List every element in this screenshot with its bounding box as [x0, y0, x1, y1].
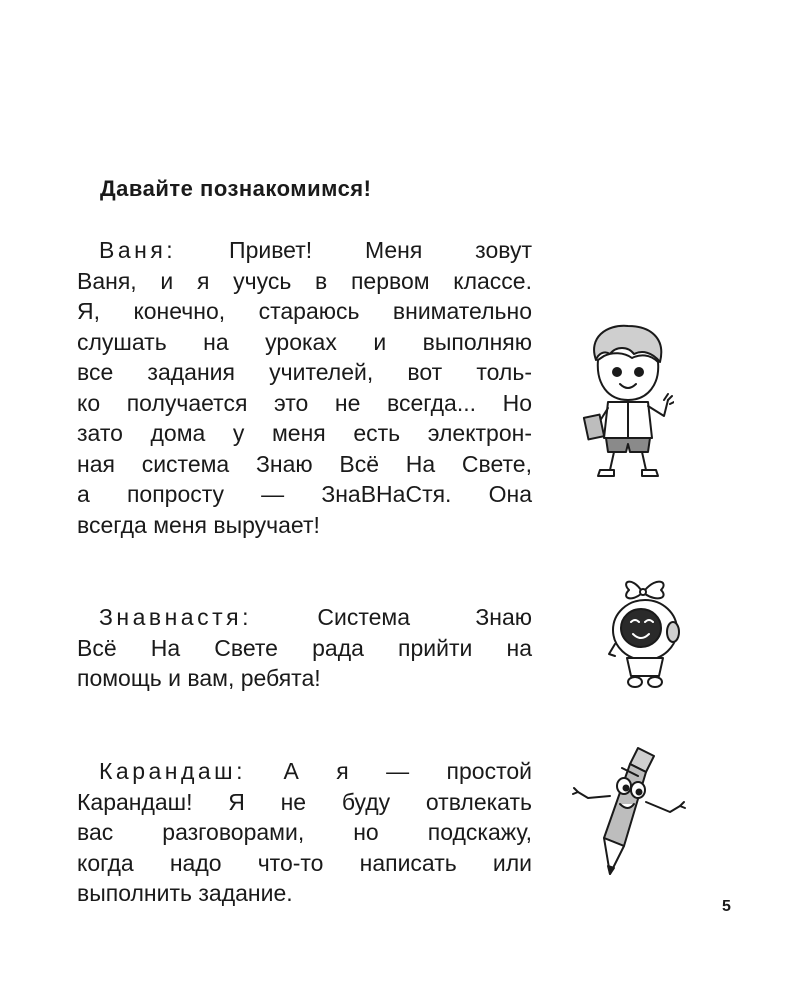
dialog-line: вас разговорами, но подскажу,: [77, 819, 532, 845]
dialog-line: выполнить задание.: [77, 880, 293, 906]
robot-illustration: [605, 572, 685, 694]
dialog-znavnastya: [77, 602, 532, 694]
speaker-name: Ваня:: [99, 237, 177, 263]
dialog-line: всегда меня выручает!: [77, 511, 320, 538]
dialog-pencil: [77, 756, 532, 909]
dialog-line: Всё На Свете рада прийти на: [77, 634, 532, 661]
dialog-line: все задания учителей, вот толь-: [77, 359, 532, 385]
speaker-name: Карандаш:: [99, 758, 247, 784]
boy-illustration: [582, 320, 674, 480]
dialog-line: слушать на уроках и выполняю: [77, 328, 532, 355]
page-number: 5: [722, 898, 731, 915]
dialog-line: ко получается это не всегда... Но: [77, 389, 532, 416]
dialog-line: помощь и вам, ребята!: [77, 665, 321, 691]
dialog-line: Знавнастя: Система Знаю: [99, 604, 532, 630]
dialog-line: Ваня, и я учусь в первом классе.: [77, 267, 532, 294]
dialog-line: Карандаш: А я — простой: [99, 758, 533, 784]
dialog-line: Я, конечно, стараюсь внимательно: [77, 298, 532, 324]
dialog-line: Карандаш! Я не буду отвлекать: [77, 788, 532, 815]
dialog-line: а попросту — ЗнаВНаСтя. Она: [77, 481, 532, 507]
dialog-vanya: [77, 235, 532, 540]
dialog-line: ная система Знаю Всё На Свете,: [77, 450, 532, 477]
page-heading: Давайте познакомимся!: [100, 176, 372, 201]
speaker-name: Знавнастя:: [99, 604, 252, 630]
pencil-illustration: [572, 742, 690, 882]
dialog-line: Ваня: Привет! Меня зовут: [99, 237, 532, 263]
dialog-line: когда надо что-то написать или: [77, 849, 532, 876]
dialog-line: зато дома у меня есть электрон-: [77, 420, 532, 446]
